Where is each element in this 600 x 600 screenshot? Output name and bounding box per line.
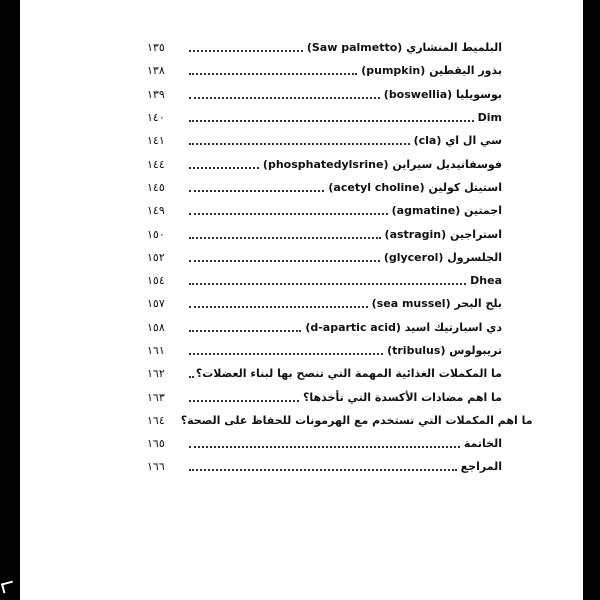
toc-title: البلميط المنشاري (Saw palmetto) bbox=[306, 41, 502, 55]
toc-leader-dots bbox=[189, 344, 383, 355]
toc-leader-dots bbox=[189, 437, 460, 448]
toc-leader-dots bbox=[189, 88, 380, 99]
toc-leader-dots bbox=[189, 64, 357, 75]
toc-entry bbox=[147, 432, 502, 455]
toc-page-number: ١٦٥ bbox=[147, 437, 165, 451]
toc-leader-dots bbox=[189, 274, 466, 285]
toc-leader-dots bbox=[189, 391, 299, 402]
toc-page-number: ١٥٠ bbox=[147, 227, 165, 241]
toc-page-number: ١٤٩ bbox=[147, 204, 165, 218]
toc-leader-dots bbox=[189, 134, 410, 145]
toc-entry bbox=[147, 455, 502, 478]
toc-page-number: ١٥٤ bbox=[147, 274, 165, 288]
toc-page-number: ١٥٨ bbox=[147, 320, 165, 334]
toc-leader-dots bbox=[189, 460, 457, 471]
toc-page-number: ١٦٤ bbox=[147, 413, 165, 427]
toc-page-number: ١٦٦ bbox=[147, 460, 165, 474]
toc-title: بلح البحر (sea mussel) bbox=[371, 297, 502, 311]
toc-leader-dots bbox=[189, 111, 474, 122]
toc-title: ما المكملات الغذائية المهمة التي تنصح بها لبناء العضلات؟ bbox=[195, 367, 502, 381]
toc-page-number: ١٣٨ bbox=[147, 64, 165, 78]
toc-entry bbox=[147, 385, 502, 408]
toc-entry bbox=[147, 199, 502, 222]
toc-page-number: ١٤١ bbox=[147, 134, 165, 148]
toc-entry bbox=[147, 129, 502, 152]
toc-title: الجلسرول (glycerol) bbox=[383, 250, 502, 264]
toc-page-number: ١٤٥ bbox=[147, 180, 165, 194]
toc-leader-dots bbox=[189, 297, 368, 308]
toc-entry bbox=[147, 339, 502, 362]
toc-entry bbox=[147, 292, 502, 315]
toc-entry bbox=[147, 152, 502, 175]
toc-page-number: ١٤٠ bbox=[147, 111, 165, 125]
toc-entry bbox=[147, 59, 502, 82]
toc-title: اجمتين (agmatine) bbox=[391, 204, 502, 218]
toc-title: الخاتمة bbox=[463, 437, 502, 451]
toc-page-number: ١٥٧ bbox=[147, 297, 165, 311]
toc-entry bbox=[147, 269, 502, 292]
toc-leader-dots bbox=[189, 204, 388, 215]
toc-title: بوسويليا (boswellia) bbox=[383, 87, 502, 101]
toc-title: ما اهم المكملات التي تستخدم مع الهرمونات للحفاظ على الصحة؟ bbox=[180, 413, 533, 427]
toc-page-number: ١٣٥ bbox=[147, 41, 165, 55]
toc-page-number: ١٦١ bbox=[147, 344, 165, 357]
toc-title: المراجع bbox=[460, 460, 502, 474]
toc-title: ما اهم مضادات الأكسدة التي تأخذها؟ bbox=[303, 390, 502, 404]
toc-page-number: ١٥٢ bbox=[147, 250, 165, 264]
toc-leader-dots bbox=[189, 158, 259, 169]
toc-entry bbox=[147, 362, 502, 385]
toc-entry bbox=[147, 176, 502, 199]
toc-page-number: ١٦٢ bbox=[147, 367, 165, 381]
toc-title: Dim bbox=[477, 111, 502, 125]
toc-title: سي ال اي (cla) bbox=[413, 134, 502, 148]
toc-leader-dots bbox=[189, 41, 303, 52]
toc-leader-dots bbox=[189, 367, 192, 378]
toc-title: بذور اليقطين (pumpkin) bbox=[361, 64, 502, 78]
toc-page-number: ١٣٩ bbox=[147, 87, 165, 101]
toc-title: Dhea bbox=[470, 274, 502, 288]
toc-title: تريبولوس (tribulus) bbox=[387, 344, 502, 357]
toc-leader-dots bbox=[189, 321, 301, 332]
toc-title: فوسفاتيديل سيراين (phosphatedylsrine) bbox=[262, 157, 502, 171]
document-page bbox=[20, 0, 583, 600]
table-of-contents bbox=[147, 36, 533, 479]
toc-leader-dots bbox=[189, 251, 380, 262]
toc-title: استراجين (astragin) bbox=[384, 227, 502, 241]
toc-leader-dots bbox=[189, 228, 381, 239]
toc-entry bbox=[147, 246, 502, 269]
toc-title: استيتل كولين (acetyl choline) bbox=[328, 180, 502, 194]
corner-mark-icon bbox=[1, 581, 15, 594]
toc-entry bbox=[147, 409, 533, 432]
toc-entry bbox=[147, 83, 502, 106]
toc-page-number: ١٦٣ bbox=[147, 390, 165, 404]
toc-entry bbox=[147, 316, 502, 339]
toc-entry bbox=[147, 106, 502, 129]
toc-title: دي اسبارتيك اسيد (d-apartic acid) bbox=[305, 320, 502, 334]
toc-leader-dots bbox=[189, 181, 324, 192]
toc-page-number: ١٤٤ bbox=[147, 157, 165, 171]
toc-entry bbox=[147, 222, 502, 245]
toc-entry bbox=[147, 36, 502, 59]
